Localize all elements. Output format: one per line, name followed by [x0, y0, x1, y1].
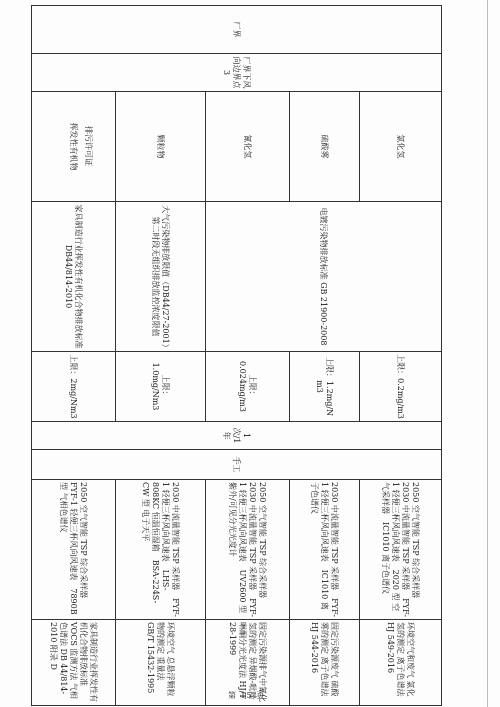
- pollutant-name: 挥发性有机物: [32, 92, 116, 202]
- equipment-list: 2050 空气智能 TSP 综合采样器 FYF-1 轻便三杯风向风速表 7890B 型 气相色谱仪: [32, 480, 116, 620]
- standard-name: 电镀污染物排放标准 GB 21900-2008: [206, 202, 442, 352]
- pollutant-name: 氯化氢: [360, 92, 442, 202]
- limit-value: 上限：0.024mg/m3: [206, 352, 290, 422]
- limit-value: 上限：2mg/Nm3: [32, 352, 116, 422]
- method-label: 手工: [32, 450, 442, 480]
- zone-point: 厂界下风向边界点 3: [32, 54, 442, 92]
- equipment-list: 2030 中流量智能 TSP 采样器 FYF-1 轻便三杯风向风速表 IC1010 离子色谱仪: [290, 480, 360, 620]
- table-row: [32, 6, 116, 706]
- table-row: [116, 6, 206, 706]
- limit-value: 上限：0.2mg/m3: [360, 352, 442, 422]
- table-row: [360, 6, 442, 706]
- pollutant-name: 颗粒物: [116, 92, 206, 202]
- page-number: 第 15 页: [228, 691, 266, 700]
- monitoring-table: [32, 5, 442, 705]
- table-row: [206, 6, 290, 706]
- equipment-list: 2030 中流量智能 TSP 采样器 FYF-1 轻便三杯风向风速表 LHS-808KC 恒温恒湿箱 BSA-224S-CW 型 电子天平: [116, 480, 206, 620]
- method-text: 环境空气 总悬浮颗粒物的测定 重量法 GB/T 15432-1995: [116, 620, 206, 706]
- pollutant-name: 氰化氢: [206, 92, 290, 202]
- equipment-list: 2050 空气智能 TSP 综合采样器 2030 中流量智能 TSP 采样器 FYF-1 轻便三杯风向风速表 2020 型 空气采样器 IC1010 离子色谱仪: [360, 480, 442, 620]
- method-text: 固定污染源排气中氰化氢的测定 异烟酸-吡唑啉酮分光光度法 HJ/T 28-1999: [206, 620, 290, 706]
- zone-label: 厂界: [32, 6, 442, 54]
- standard-name: 家具制造行业挥发性有机化合物排放标准 DB44/814-2010: [32, 202, 116, 352]
- permit-label: 排污许可证: [84, 126, 93, 166]
- method-text: 环境空气和废气 氯化氢的测定 离子色谱法 HJ 549-2016: [360, 620, 442, 706]
- pollutant-name: 硫酸雾: [290, 92, 360, 202]
- method-text: 固定污染源废气 硫酸雾的测定 离子色谱法 HJ 544-2016: [290, 620, 360, 706]
- frequency: 1 次/1 年: [32, 422, 442, 450]
- limit-value: 上限：1.2mg/N m3: [290, 352, 360, 422]
- equipment-list: 2050 空气智能 TSP 综合采样器 2030 中流量智能 TSP 采样器 FYF-1 轻便三杯风向风速表 UV2600 型 紫外/可见分光光度计: [206, 480, 290, 620]
- standard-name: 大气污染物排放限值（DB44/27-2001）第二时段无组织排放监控浓度限值: [116, 202, 206, 352]
- table-row: [290, 6, 360, 706]
- method-text: 家具制造行业挥发性有机化合物排放标准 VOCS 监测方法 气相色谱法 DB 44/814-2010 附录 D: [32, 620, 116, 706]
- scan-edge-line: [487, 0, 488, 707]
- limit-value: 上限：1.0mg/Nm3: [116, 352, 206, 422]
